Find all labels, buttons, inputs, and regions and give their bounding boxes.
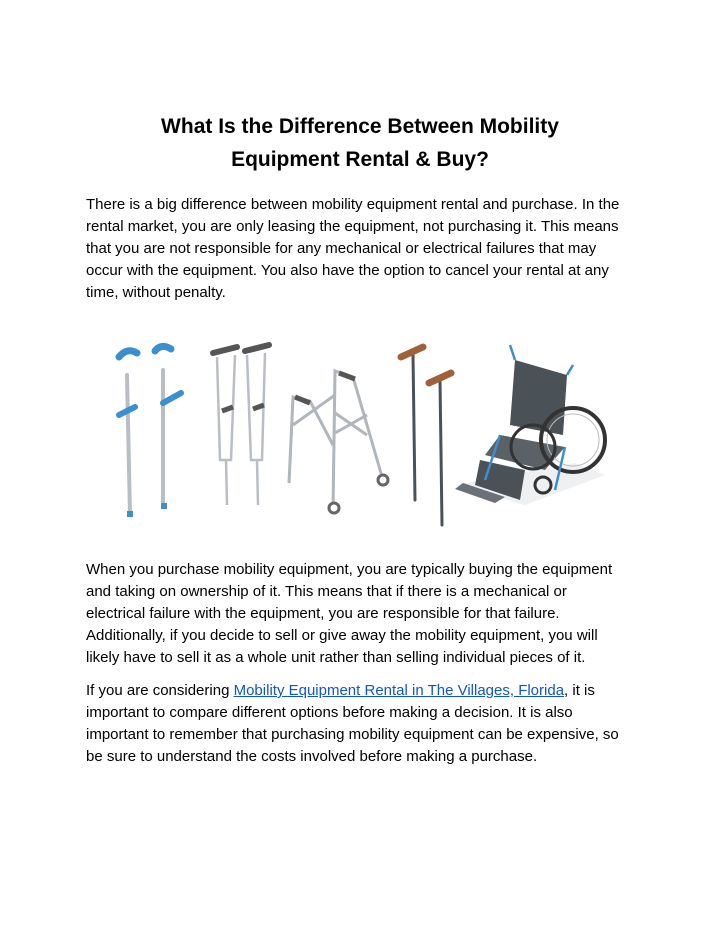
text-line: rental market, you are only leasing the equipment, not purchasing it. This means xyxy=(86,218,619,235)
text-line: When you purchase mobility equipment, you are typically buying the equipment xyxy=(86,561,613,578)
walker-icon xyxy=(289,371,388,513)
paragraph-considering xyxy=(86,680,646,768)
paragraph-purchase xyxy=(86,559,646,669)
text-segment: , it is xyxy=(564,682,595,699)
text-segment: If you are considering xyxy=(86,682,234,699)
forearm-crutches-icon xyxy=(119,346,181,517)
mobility-equipment-illustration-icon xyxy=(105,335,635,530)
text-line: Additionally, if you decide to sell or give away the mobility equipment, you will xyxy=(86,627,598,644)
wheelchair-icon xyxy=(455,345,605,505)
text-line: that you are not responsible for any mechanical or electrical failures that may xyxy=(86,240,597,257)
paragraph-rental xyxy=(86,194,646,304)
rental-link[interactable]: Mobility Equipment Rental in The Villages, Florida xyxy=(233,682,565,699)
text-line: be sure to understand the costs involved before making a purchase. xyxy=(86,748,538,765)
title-line: What Is the Difference Between Mobility xyxy=(161,115,559,138)
text-line xyxy=(86,680,646,702)
text-line: There is a big difference between mobility equipment rental and purchase. In the xyxy=(86,196,620,213)
text-line: electrical failure with the equipment, you are responsible for that failure. xyxy=(86,605,560,622)
text-line: important to compare different options before making a decision. It is also xyxy=(86,704,573,721)
text-line: likely have to sell it as a whole unit rather than selling individual pieces of it. xyxy=(86,649,586,666)
canes-icon xyxy=(401,347,451,525)
text-line: and taking on ownership of it. This means that if there is a mechanical or xyxy=(86,583,567,600)
text-line: time, without penalty. xyxy=(86,284,226,301)
text-line: occur with the equipment. You also have the option to cancel your rental at any xyxy=(86,262,609,279)
page-title xyxy=(0,110,720,176)
text-line: important to remember that purchasing mobility equipment can be expensive, so xyxy=(86,726,619,743)
title-line: Equipment Rental & Buy? xyxy=(231,148,489,171)
underarm-crutches-icon xyxy=(213,345,269,505)
